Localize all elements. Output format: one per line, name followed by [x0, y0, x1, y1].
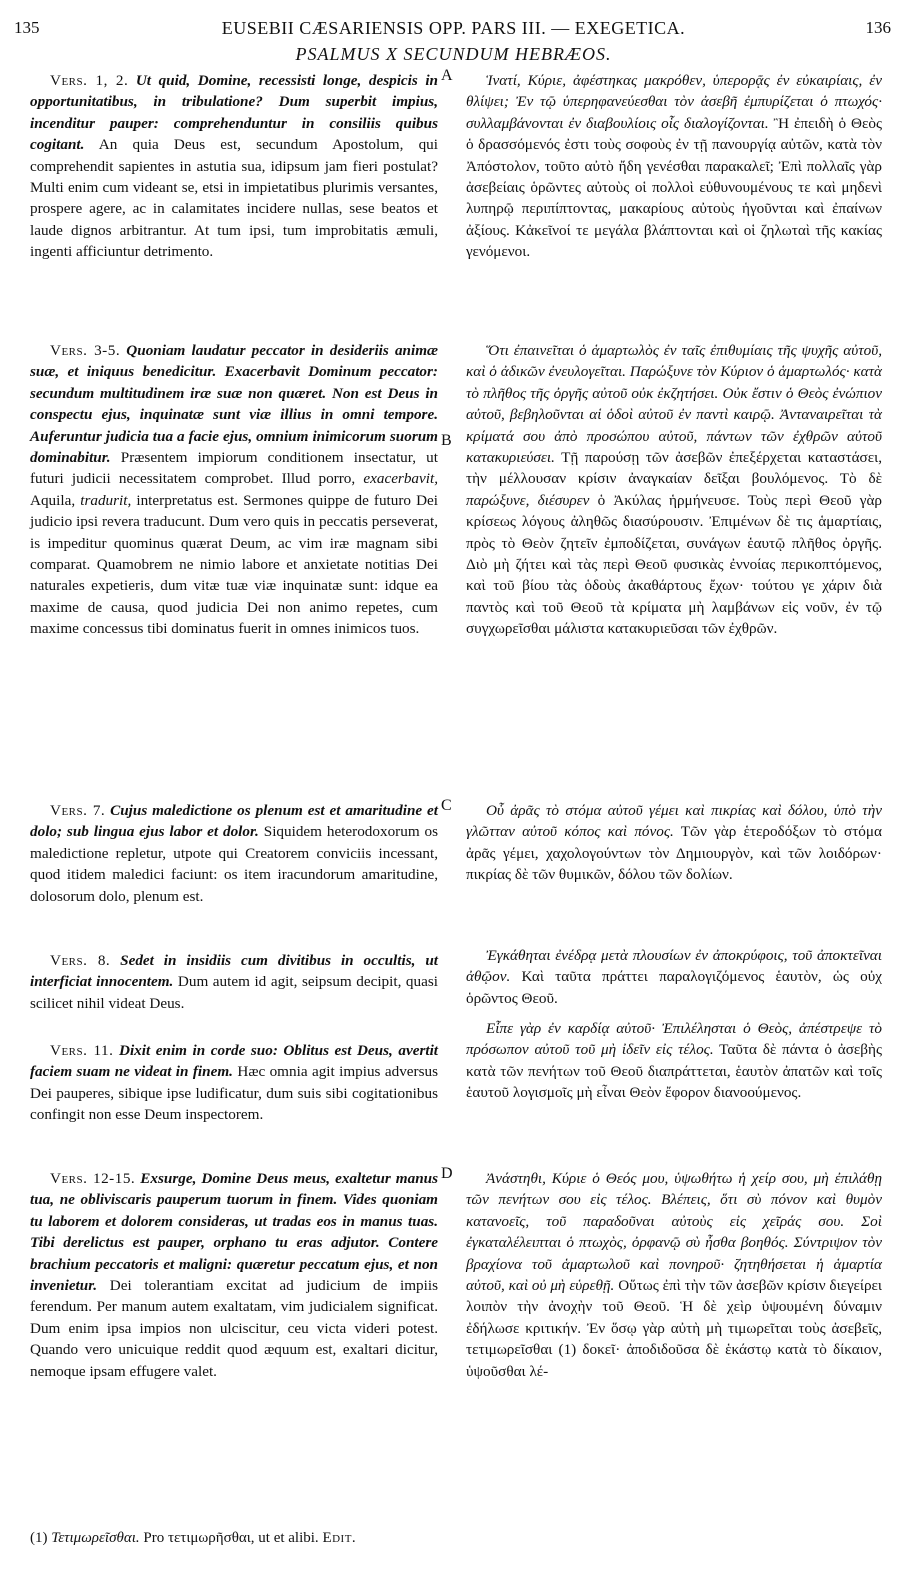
quoted-word: διέσυρεν	[537, 491, 590, 509]
verse-lemma: Ἐγκάθηται ἐνέδρᾳ μετὰ πλουσίων ἐν ἀποκρύφοις, τοῦ ἀποκτεῖναι ἀθῷον.	[466, 947, 882, 986]
marker-b: B	[441, 432, 452, 449]
verse-lemma: Ἱνατί, Κύριε, ἀφέστηκας μακρόθεν, ὑπερορᾷς ἐν εὐκαιρίαις, ἐν θλίψει; Ἐν τῷ ὑπερηφανεύεσθαι τὸν ἀσεβῆ ἐμπυρίζεται ὁ πτωχός· συλλαμβάνονται ἐν διαβουλίοις οἷς διαλογίζονται.	[466, 72, 882, 132]
verse-lemma: Exsurge, Domine Deus meus, exaltetur manus tua, ne obliviscaris pauperum tuorum in finem. Vides quoniam tu laborem et dolorem consideras, ut tradas eos in manus tuas. Tibi derelictus est pauper, orphano tu eras adjutor. Contere brachium peccatoris et maligni: quæretur peccatum ejus, et non invenietur.	[30, 1170, 439, 1295]
verse-lemma: Dixit enim in corde suo: Oblitus est Deus, avertit faciem suam ne videat in finem.	[30, 1042, 439, 1081]
verse-ref: Vers. 3-5.	[50, 342, 121, 359]
verse-lemma: Εἶπε γὰρ ἐν καρδίᾳ αὐτοῦ· Ἐπιλέλησται ὁ Θεὸς, ἀπέστρεψε τὸ πρόσωπον αὐτοῦ τοῦ μὴ ἰδεῖν εἰς τέλος.	[466, 1020, 882, 1059]
greek-paragraph-4	[466, 945, 882, 1009]
commentary-text: Οὕτως ἐπὶ τὴν τῶν ἀσεβῶν κρίσιν διεγείρει λοιπὸν τὴν ἀνοχὴν τοῦ Θεοῦ. Ἡ δὲ χεὶρ ὑψουμένη δύναμιν ἐδήλωσε κριτικήν. Ἐν ὅσῳ γὰρ αὐτὴ μὴ τιμωρεῖται τοὺς ἀσεβεῖς, τετιμωρεῖσθαι	[466, 1277, 883, 1359]
commentary-text: Τῶν γὰρ ἑτεροδόξων τὸ στόμα ἀρᾶς γέμει, χαχολογούντων τὸν Δημιουργὸν, καὶ τῶν λοιδόρων· πικρίας δὲ τῶν θυμικῶν, δόλου τῶν δολίων.	[466, 823, 882, 884]
latin-paragraph-3	[30, 800, 438, 907]
verse-lemma: Ἀνάστηθι, Κύριε ὁ Θεός μου, ὑψωθήτω ἡ χείρ σου, μὴ ἐπιλάθῃ τῶν πενήτων σου εἰς τέλος. Βλέπεις, ὅτι σὺ πόνον καὶ θυμὸν κατανοεῖς, τοῦ παραδοῦναι αὐτοὺς εἰς χεῖράς σου. Σοὶ ἐγκαταλέλειπται ὁ πτωχὸς, ὀρφανῷ σὺ ἦσθα βοηθός. Σύντριψον τὸν βραχίονα τοῦ ἁμαρτωλοῦ καὶ πονηροῦ· ζητηθήσεται ἡ ἁμαρτία αὐτοῦ, καὶ οὐ μὴ εὑρεθῇ.	[466, 1170, 882, 1295]
greek-paragraph-2	[466, 340, 882, 640]
footnote-editor: Edit.	[322, 1530, 357, 1546]
greek-paragraph-1	[466, 70, 882, 263]
latin-paragraph-2	[30, 340, 438, 640]
page-number-right: 136	[865, 18, 891, 37]
page-header	[0, 18, 907, 42]
quoted-word: exacerbavit,	[363, 470, 439, 488]
page-number-left: 135	[14, 18, 40, 37]
greek-paragraph-3	[466, 800, 882, 886]
commentary-text: Hæc omnia agit impius adversus Dei pauperes, sibique ipse ludificatur, dum suis sibi cogitationibus confingit non esse Deum inspectorem.	[30, 1063, 439, 1124]
verse-lemma: Οὗ ἀρᾶς τὸ στόμα αὐτοῦ γέμει καὶ πικρίας καὶ δόλου, ὑπὸ τὴν γλῶτταν αὐτοῦ κόπος καὶ πόνος.	[466, 802, 882, 841]
verse-ref: Vers. 7.	[50, 802, 106, 819]
psalm-subtitle: PSALMUS X SECUNDUM HEBRÆOS.	[295, 44, 612, 64]
quoted-word: tradurit,	[80, 491, 132, 509]
marker-c: C	[441, 797, 452, 814]
footnote-ref: (1)	[558, 1341, 577, 1359]
footnote-text: Pro τετιμωρῆσθαι, ut et alibi.	[143, 1530, 319, 1546]
greek-paragraph-6	[466, 1168, 882, 1382]
footnote-number: (1)	[30, 1530, 48, 1546]
commentary-text: Ταῦτα δὲ πάντα ὁ ἀσεβὴς κατὰ τῶν πενήτων τοῦ Θεοῦ διαπράττεται, ἑαυτὸν ἀπατῶν καὶ τοῖς ἑαυτοῦ λογισμοῖς μὴ εἶναι Θεὸν ἔφορον διανοούμενος.	[466, 1041, 882, 1102]
verse-lemma: Ut quid, Domine, recessisti longe, despicis in opportunitatibus, in tribulatione? Dum superbit impius, incenditur pauper: comprehenduntur in consiliis quibus cogitant.	[30, 72, 438, 154]
latin-paragraph-1	[30, 70, 438, 263]
commentary-text: Siquidem heterodoxorum os maledictione repletur, utpote qui Creatorem conviciis incessant, quod itidem maledici faciunt: os item iracundorum amaritudine, dolosorum dolo, plenum est.	[30, 823, 439, 905]
verse-ref: Vers. 11.	[50, 1042, 114, 1059]
footnote	[30, 1530, 356, 1547]
latin-paragraph-6	[30, 1168, 438, 1382]
commentary-text: interpretatus est. Sermones quippe de futuro Dei judicio ipsi revera traducunt. Dum vero quis in peccatis perseverat, is impeditur quominus quærat Deum, ac vim iræ magnam sibi comparat. Quamobrem ne nimio labore et anxietate notitias Dei naturales expetieris, dum vitæ tuæ viæ inquinatæ sunt: idque ea maxime de causa, quod judicia Dei non animo repetes, cum maxime concessus tibi dominatus fuerit in omnes inimicos tuos.	[30, 491, 439, 638]
marker-d: D	[441, 1165, 453, 1182]
commentary-text: Τῇ παρούσῃ τῶν ἀσεβῶν ἐπεξέρχεται καταστάσει, τὴν μέλλουσαν κρίσιν ἀναγκαίαν δεῖξαι βουλόμενος. Τὸ δὲ	[466, 449, 882, 488]
marker-a: A	[441, 67, 453, 84]
verse-ref: Vers. 8.	[50, 952, 111, 969]
latin-paragraph-4	[30, 950, 438, 1014]
commentary-text: Aquila,	[30, 491, 76, 509]
latin-paragraph-5	[30, 1040, 438, 1126]
commentary-text: Dum autem id agit, seipsum decipit, quasi scilicet nihil videat Deus.	[30, 973, 438, 1012]
quoted-word: παρώξυνε,	[466, 491, 530, 509]
verse-lemma: Ὅτι ἐπαινεῖται ὁ ἁμαρτωλὸς ἐν ταῖς ἐπιθυμίαις τῆς ψυχῆς αὐτοῦ, καὶ ὁ ἀδικῶν ἐνευλογεῖται. Παρώξυνε τὸν Κύριον ὁ ἁμαρτωλός· κατὰ τὸ πλῆθος τῆς ὀργῆς αὐτοῦ οὐκ ἐκζητήσει. Οὐκ ἔστιν ὁ Θεὸς ἐνώπιον αὐτοῦ, βεβηλοῦνται αἱ ὁδοὶ αὐτοῦ ἐν παντὶ καιρῷ. Ἀνταναιρεῖται τὰ κρίματά σου ἀπὸ προσώπου αὐτοῦ, πάντων τῶν ἐχθρῶν αὐτοῦ κατακυριεύσει.	[466, 342, 882, 467]
commentary-text: An quia Deus est, secundum Apostolum, qui comprehendit sapientes in astutia sua, idipsum jam fieri postulat? Multi enim cum videant se, etsi in impietatibus plurimis versantes, prospere agere, ac in calamitates incidere nullas, sese beatos et laude dignos arbitrantur. At tum ipsi, tum improbitatis æmuli, ingenti afficiuntur detrimento.	[30, 136, 438, 261]
commentary-text: Ἢ ἐπειδὴ ὁ Θεὸς ὁ δρασσόμενός ἐστι τοὺς σοφοὺς ἐν τῇ πανουργίᾳ αὐτῶν, κατὰ τὸν Ἀπόστολον, τοῦτο αὐτὸ ἤδη γενέσθαι παρακαλεῖ; Ἐπὶ πολλαῖς γὰρ ἀσεβείαις ὁρῶντες αὐτοὺς οἱ πολλοὶ εὐθυνουμένους τε καὶ μηδενὶ λυπηρῷ περιπίπτοντας, μακαρίους αὐτοὺς ἡγοῦνται καὶ ἐπαίνων ἀξίους. Κἀκεῖνοί τε μεγάλα βλάπτονται καὶ οἱ ζηλωταὶ τῆς κακίας γενόμενοι.	[466, 114, 882, 261]
commentary-text: ὁ Ἀκύλας ἡρμήνευσε. Τοὺς περὶ Θεοῦ γὰρ κρίσεως λόγους ἀληθῶς διασύρουσιν. Ἐπιμένων δὲ τις ἁμαρτίαις, πρὸς τὸ Θεὸν ζητεῖν ἐμποδίζεται, συνάγων ἑαυτῷ πλῆθος ὀργῆς. Διὸ μὴ ζήτει καὶ τὰς περὶ Θεοῦ φυσικὰς ἐννοίας περικοπτόμενος, καὶ τοῦ βίου τὰς ὁδοὺς ἀκαθάρτους ἔχων· τούτου γε χάριν διὰ παντὸς καὶ τοῦ Θεοῦ τὰ κρίματα μὴ λαμβάνων εἰς νοῦν, ἐν τῷ συγχωρεῖσθαι μάλιστα κατακυριεῦσαι τῶν ἐχθρῶν.	[466, 491, 882, 638]
commentary-text: Καὶ ταῦτα πράττει παραλογιζόμενος ἑαυτὸν, ὡς οὐχ ὁρῶντος Θεοῦ.	[466, 968, 882, 1007]
commentary-text: Dei tolerantiam excitat ad judicium de impiis ferendum. Per manum autem exaltatam, vim judicialem significat. Dum enim ipsa impios non ulciscitur, ceu victa videri potest. Quando vero unicuique reddit quod æquum est, exaltari dicitur, nemoque ipsam effugere valet.	[30, 1277, 438, 1380]
verse-ref: Vers. 12-15.	[50, 1170, 136, 1187]
footnote-greek-word: Τετιμωρεῖσθαι.	[51, 1530, 140, 1546]
commentary-text: Præsentem impiorum conditionem insectatur, ut futuri judicii necessitatem comprobet. Illud porro,	[30, 449, 438, 488]
commentary-text: δοκεῖ· ἀποδιδοῦσα δὲ ἑκάστῳ κατὰ τὸ δίκαιον, ὑψοῦσθαι λέ-	[466, 1341, 883, 1380]
verse-lemma: Quoniam laudatur peccator in desideriis animæ suæ, et iniquus benedicitur. Exacerbavit Dominum peccator: secundum multitudinem iræ suæ non quæret. Non est Deus in conspectu ejus, inquinatæ sunt viæ illius in omni tempore. Auferuntur judicia tua a facie ejus, omnium inimicorum suorum dominabitur.	[30, 342, 439, 467]
verse-lemma: Cujus maledictione os plenum est et amaritudine et dolo; sub lingua ejus labor et dolor.	[30, 802, 438, 841]
verse-ref: Vers. 1, 2.	[50, 72, 129, 89]
running-title: EUSEBII CÆSARIENSIS OPP. PARS III. — EXEGETICA.	[221, 18, 686, 38]
verse-lemma: Sedet in insidiis cum divitibus in occultis, ut interficiat innocentem.	[30, 952, 438, 991]
greek-paragraph-5	[466, 1018, 882, 1104]
